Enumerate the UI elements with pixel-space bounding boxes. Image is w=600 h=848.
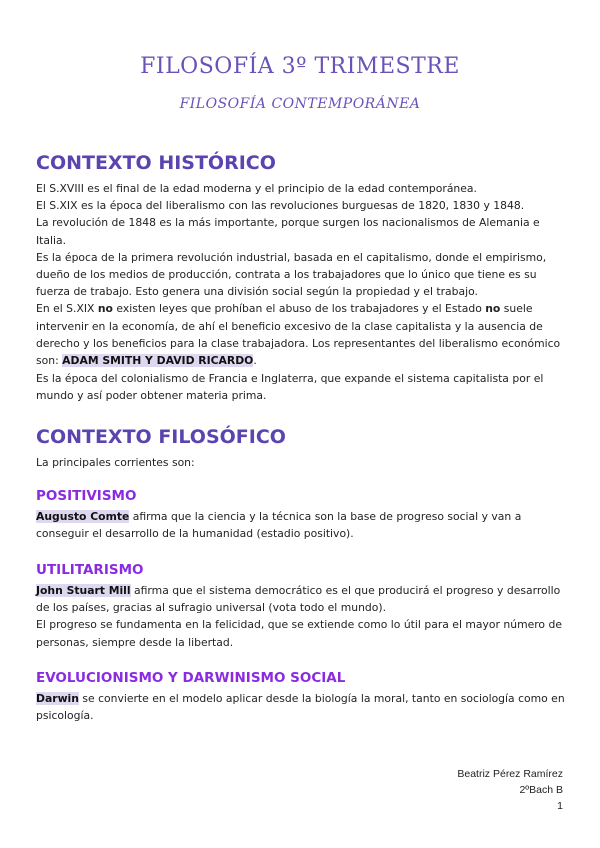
heading-positivismo: POSITIVISMO — [36, 488, 137, 504]
document-title: FILOSOFÍA 3º TRIMESTRE — [140, 54, 460, 79]
positivismo-paragraph — [36, 508, 568, 542]
historico-no-2: no — [485, 302, 501, 316]
evolucionismo-paragraph — [36, 690, 568, 724]
footer-author: Beatriz Pérez Ramírez — [457, 768, 563, 780]
historico-line-1: El S.XVIII es el final de la edad moderna y el principio de la edad contemporánea. — [36, 182, 477, 195]
historico-no-1: no — [97, 302, 113, 316]
heading-evolucionismo: EVOLUCIONISMO Y DARWINISMO SOCIAL — [36, 670, 346, 686]
page-number: 1 — [557, 800, 563, 812]
historico-line-4: Es la época de la primera revolución industrial, basada en el capitalismo, donde el empirismo, dueño de los medios de producción, contrata a los trabajadores que lo único que tiene es su fuerza de trabajo. Esto genera una división social según la propiedad y el trabajo. — [36, 250, 547, 299]
historico-line-5a: En el S.XIX — [36, 302, 98, 316]
utilitarismo-text: afirma que el sistema democrático es el que producirá el progreso y desarrollo de los países, gracias al sufragio universal (vota todo el mundo). — [36, 584, 561, 615]
heading-contexto-filosofico: CONTEXTO FILOSÓFICO — [36, 426, 286, 448]
historico-paragraph — [36, 180, 568, 369]
utilitarismo-paragraph — [36, 582, 568, 651]
filosofico-intro: La principales corrientes son: — [36, 456, 195, 469]
historico-line-3: La revolución de 1848 es la más importante, porque surgen los nacionalismos de Alemania e Italia. — [36, 216, 540, 247]
heading-utilitarismo: UTILITARISMO — [36, 562, 144, 578]
historico-line-2: El S.XIX es la época del liberalismo con las revoluciones burguesas de 1820, 1830 y 1848. — [36, 199, 525, 213]
document-subtitle: FILOSOFÍA CONTEMPORÁNEA — [179, 96, 421, 112]
utilitarismo-text-2: El progreso se fundamenta en la felicidad, que se extiende como lo útil para el mayor número de personas, siempre desde la libertad. — [36, 618, 562, 649]
positivismo-text: afirma que la ciencia y la técnica son la base de progreso social y van a conseguir el desarrollo de la humanidad (estadio positivo). — [36, 510, 522, 541]
highlight-john-stuart-mill: John Stuart Mill — [36, 584, 131, 597]
highlight-darwin: Darwin — [36, 692, 79, 705]
heading-contexto-historico: CONTEXTO HISTÓRICO — [36, 152, 276, 174]
evolucionismo-text: se convierte en el modelo aplicar desde la biología la moral, tanto en sociología como en psicología. — [36, 692, 565, 723]
historico-line-5c: existen leyes que prohíban el abuso de los trabajadores y el Estado — [112, 302, 486, 316]
historico-line-5e: suele intervenir en la economía, de ahí el beneficio excesivo de la clase capitalista y la ausencia de derecho y los beneficios para la clase trabajadora. Los representantes del liberalismo económico son: — [36, 302, 561, 368]
historico-line-5-end: . — [253, 354, 257, 368]
colonialismo-paragraph: Es la época del colonialismo de Francia e Inglaterra, que expande el sistema capitalista por el mundo y así poder obtener materia prima. — [36, 372, 544, 403]
highlight-augusto-comte: Augusto Comte — [36, 510, 130, 523]
footer-class: 2ºBach B — [519, 784, 563, 796]
highlight-adam-smith-david-ricardo: ADAM SMITH Y DAVID RICARDO — [62, 354, 254, 368]
